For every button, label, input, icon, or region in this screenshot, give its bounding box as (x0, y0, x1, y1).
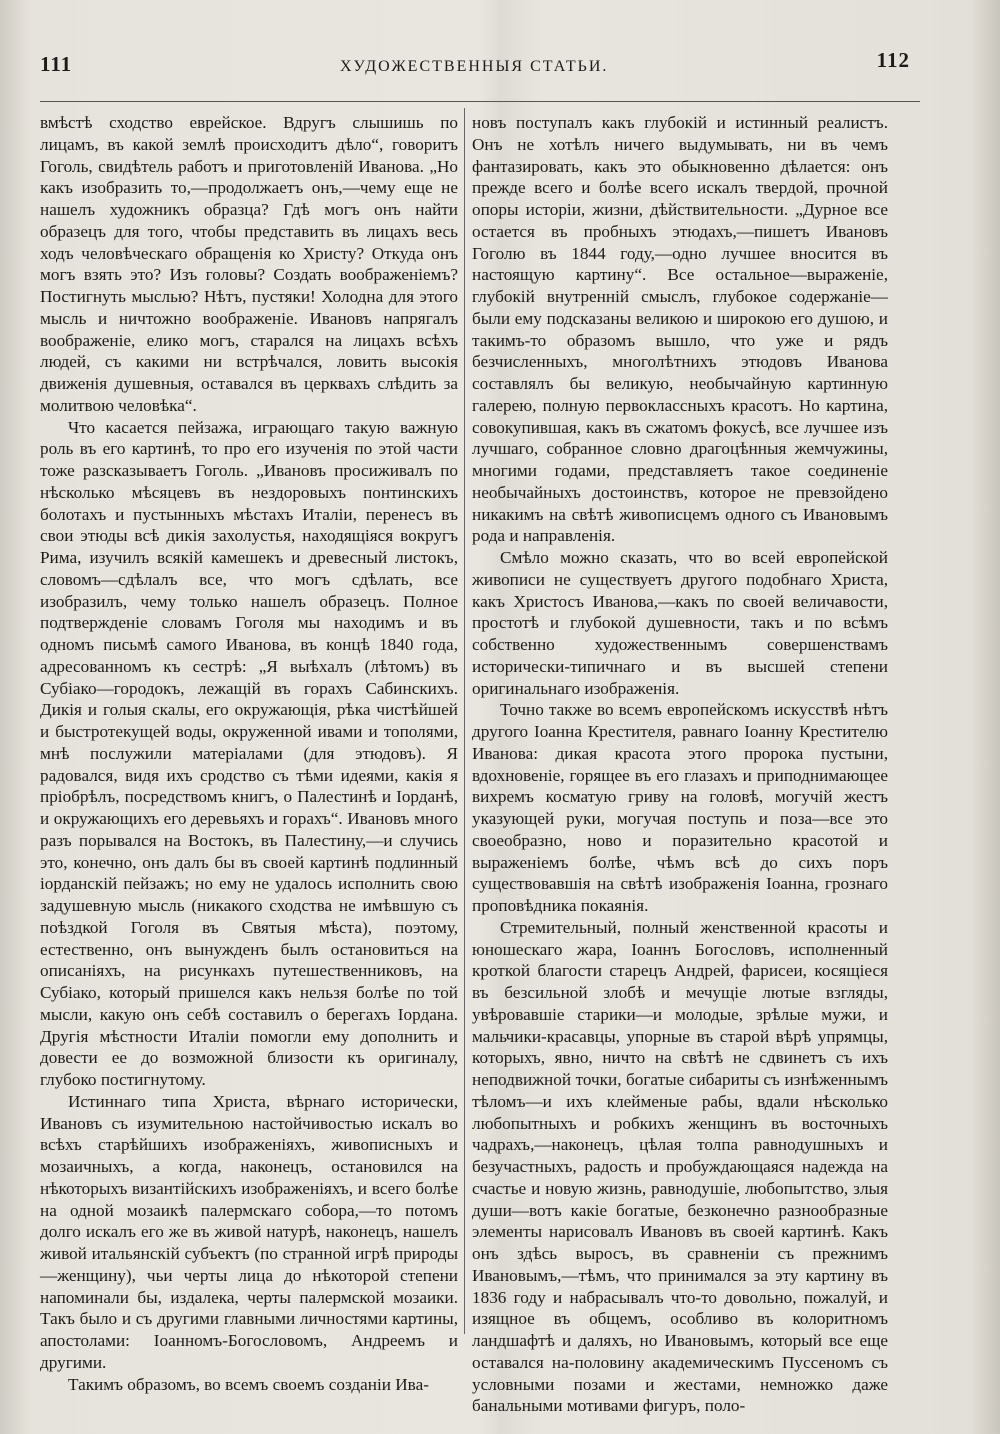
column-divider (464, 108, 465, 1334)
paragraph: Такимъ образомъ, во всемъ своемъ созданіи Ива- (68, 1374, 429, 1394)
paragraph: новъ поступалъ какъ глубокій и истинный реалистъ. Онъ не хотѣлъ ничего выдумывать, ни въ чемъ фантазировать, какъ это обыкновенно дѣлается: онъ прежде всего и болѣе всего искалъ твердой, прочной опоры исторіи, жизни, дѣйствительности. „Дурное все остается въ пробныхъ этюдахъ,—пишетъ Ивановъ Гоголю въ 1844 году,—одно лучшее вносится въ настоящую картину“. Все остальное—выраженіе, глубокій внутренній смыслъ, глубокое содержаніе—были ему подсказаны великою и широкою его душою, и такимъ-то образомъ вышло, что уже и рядъ безчисленныхъ, многолѣтнихъ этюдовъ Иванова составлялъ бы великую, необычайную картинную галерею, полную первоклассныхъ красотъ. Но картина, совокупившая, какъ въ сжатомъ фокусѣ, все лучшее изъ лучшаго, собранное словно драгоцѣнныя жемчужины, многими годами, представляетъ такое соединеніе необычайныхъ достоинствъ, которое не превзойдено никакимъ на свѣтѣ живописцемъ одного съ Ивановымъ рода и направленія. (472, 113, 888, 546)
header-rule (40, 101, 920, 102)
paragraph: вмѣстѣ сходство еврейское. Вдругъ слышишь по лицамъ, въ какой землѣ происходитъ дѣло“, говоритъ Гоголь, свидѣтель работъ и приготовленій Иванова. „Но какъ изобразить то,—продолжаетъ онъ,—чему еще не нашелъ художникъ образца? Гдѣ могъ онъ найти образецъ для того, чтобы представить въ лицахъ весь ходъ человѣческаго обращенія ко Христу? Откуда онъ могъ взять это? Изъ головы? Создать воображеніемъ? Постигнуть мыслью? Нѣтъ, пустяки! Холодна для этого мысль и ничтожно воображеніе. Ивановъ напрягалъ воображеніе, елико могъ, старался на лицахъ всѣхъ людей, съ какими ни встрѣчался, ловить высокія движенія душевныя, оставался въ церквахъ слѣдить за молитвою человѣка“. (40, 113, 458, 415)
paragraph: Смѣло можно сказать, что во всей европейской живописи не существуетъ другого подобнаго Христа, какъ Христосъ Иванова,—какъ по своей величавости, простотѣ и глубокой душевности, такъ и по всѣмъ собственно художественнымъ совершенствамъ исторически-типичнаго и въ высшей степени оригинальнаго изображенія. (472, 548, 888, 698)
page-number-right: 112 (876, 48, 910, 72)
page-number-left: 111 (40, 52, 73, 76)
running-title: ХУДОЖЕСТВЕННЫЯ СТАТЬИ. (340, 58, 609, 75)
paragraph: Точно также во всемъ европейскомъ искусствѣ нѣтъ другого Іоанна Крестителя, равнаго Іоанну Крестителю Иванова: дикая красота этого пророка пустыни, вдохновеніе, горящее въ его глазахъ и приподнимающее вихремъ косматую гриву на головѣ, могучій жестъ указующей руки, могучая поступь и поза—все это своеобразно, ново и поразительно красотой и выраженіемъ болѣе, чѣмъ всѣ до сихъ поръ существовавшія на свѣтѣ изображенія Іоанна, грознаго проповѣдника покаянія. (472, 700, 888, 915)
page-header (40, 48, 960, 88)
left-column (40, 112, 458, 1395)
right-column (472, 112, 888, 1417)
paragraph: Истиннаго типа Христа, вѣрнаго исторически, Ивановъ съ изумительною настойчивостью искалъ во всѣхъ старѣйшихъ изображеніяхъ, живописныхъ и мозаичныхъ, а когда, наконецъ, остановился на нѣкоторыхъ византійскихъ изображеніяхъ, и всего болѣе на одной мозаикѣ палермскаго собора,—то потомъ долго искалъ его же въ живой натурѣ, наконецъ, нашелъ живой итальянскій субъектъ (по странной игрѣ природы—женщину), чьи черты лица до нѣкоторой степени напоминали бы, издалека, черты палермской мозаики. Такъ было и съ другими главными личностями картины, апостолами: Іоанномъ-Богословомъ, Андреемъ и другими. (40, 1091, 458, 1372)
paragraph: Что касается пейзажа, играющаго такую важную роль въ его картинѣ, то про его изученія по этой части тоже разсказываетъ Гоголь. „Ивановъ просиживалъ по нѣсколько мѣсяцевъ въ нездоровыхъ понтинскихъ болотахъ и пустынныхъ мѣстахъ Италіи, перенесъ въ свои этюды всѣ дикія захолустья, находящіяся вокругъ Рима, изучилъ всякій камешекъ и древесный листокъ, словомъ—сдѣлалъ все, что могъ сдѣлать, все изобразилъ, чему только нашелъ образецъ. Полное подтвержденіе словамъ Гоголя мы находимъ и въ одномъ письмѣ самого Иванова, въ концѣ 1840 года, адресованномъ къ сестрѣ: „Я выѣхалъ (лѣтомъ) въ Субіако—городокъ, лежащій въ горахъ Сабинскихъ. Дикія и голыя скалы, его окружающія, рѣка чистѣйшей и быстротекущей воды, окруженной ивами и тополями, мнѣ послужили матеріалами (для этюдовъ). Я радовался, видя ихъ сродство съ тѣми идеями, какія я пріобрѣлъ, посредствомъ книгъ, о Палестинѣ и Іорданѣ, и окружающихъ его деревьяхъ и горахъ“. Ивановъ много разъ порывался на Востокъ, въ Палестину,—и случись это, конечно, онъ далъ бы въ своей картинѣ подлинный іорданскій пейзажъ; но ему не удалось исполнить свою задушевную мысль (никакого сходства не имѣвшую съ поѣздкой Гоголя въ Святыя мѣста), поэтому, естественно, онъ вынужденъ былъ остановиться на описаніяхъ, на рисункахъ путешественниковъ, на Субіако, который пришелся какъ нельзя болѣе по той мысли, какую онъ себѣ составилъ о берегахъ Іордана. Другія мѣстности Италіи помогли ему дополнить и довести ее до возможной близости къ оригиналу, глубоко постигнутому. (40, 417, 458, 1089)
paragraph: Стремительный, полный женственной красоты и юношескаго жара, Іоаннъ Богословъ, исполненный кроткой благости старецъ Андрей, фарисеи, косящіеся въ безсильной злобѣ и мечущіе лютые взгляды, увѣровавшіе старики—и молодые, зрѣлые мужи, и мальчики-красавцы, упорные въ старой вѣрѣ упрямцы, которыхъ, явно, ничто на свѣтѣ не сдвинетъ съ ихъ неподвижной точки, богатые сибариты съ изнѣженнымъ тѣломъ—и ихъ клейменые рабы, вдали нѣсколько любопытныхъ и робкихъ женщинъ въ восточныхъ чадрахъ,—наконецъ, цѣлая толпа равнодушныхъ и безучастныхъ, радость и пробуждающаяся надежда на счастье и новую жизнь, равнодушіе, любопытство, злыя души—вотъ какіе богатые, безконечно разнообразные элементы нарисовалъ Ивановъ въ своей картинѣ. Какъ онъ здѣсь выросъ, въ сравненіи съ прежнимъ Ивановымъ,—тѣмъ, что принимался за эту картину въ 1836 году и набрасывалъ что-то довольно, пожалуй, и изящное въ общемъ, особливо въ колоритномъ ландшафтѣ и даляхъ, но Ивановымъ, который все еще оставался на-половину академическимъ Пуссеномъ съ условными позами и жестами, немножко даже банальными мотивами фигуръ, поло- (472, 917, 888, 1416)
